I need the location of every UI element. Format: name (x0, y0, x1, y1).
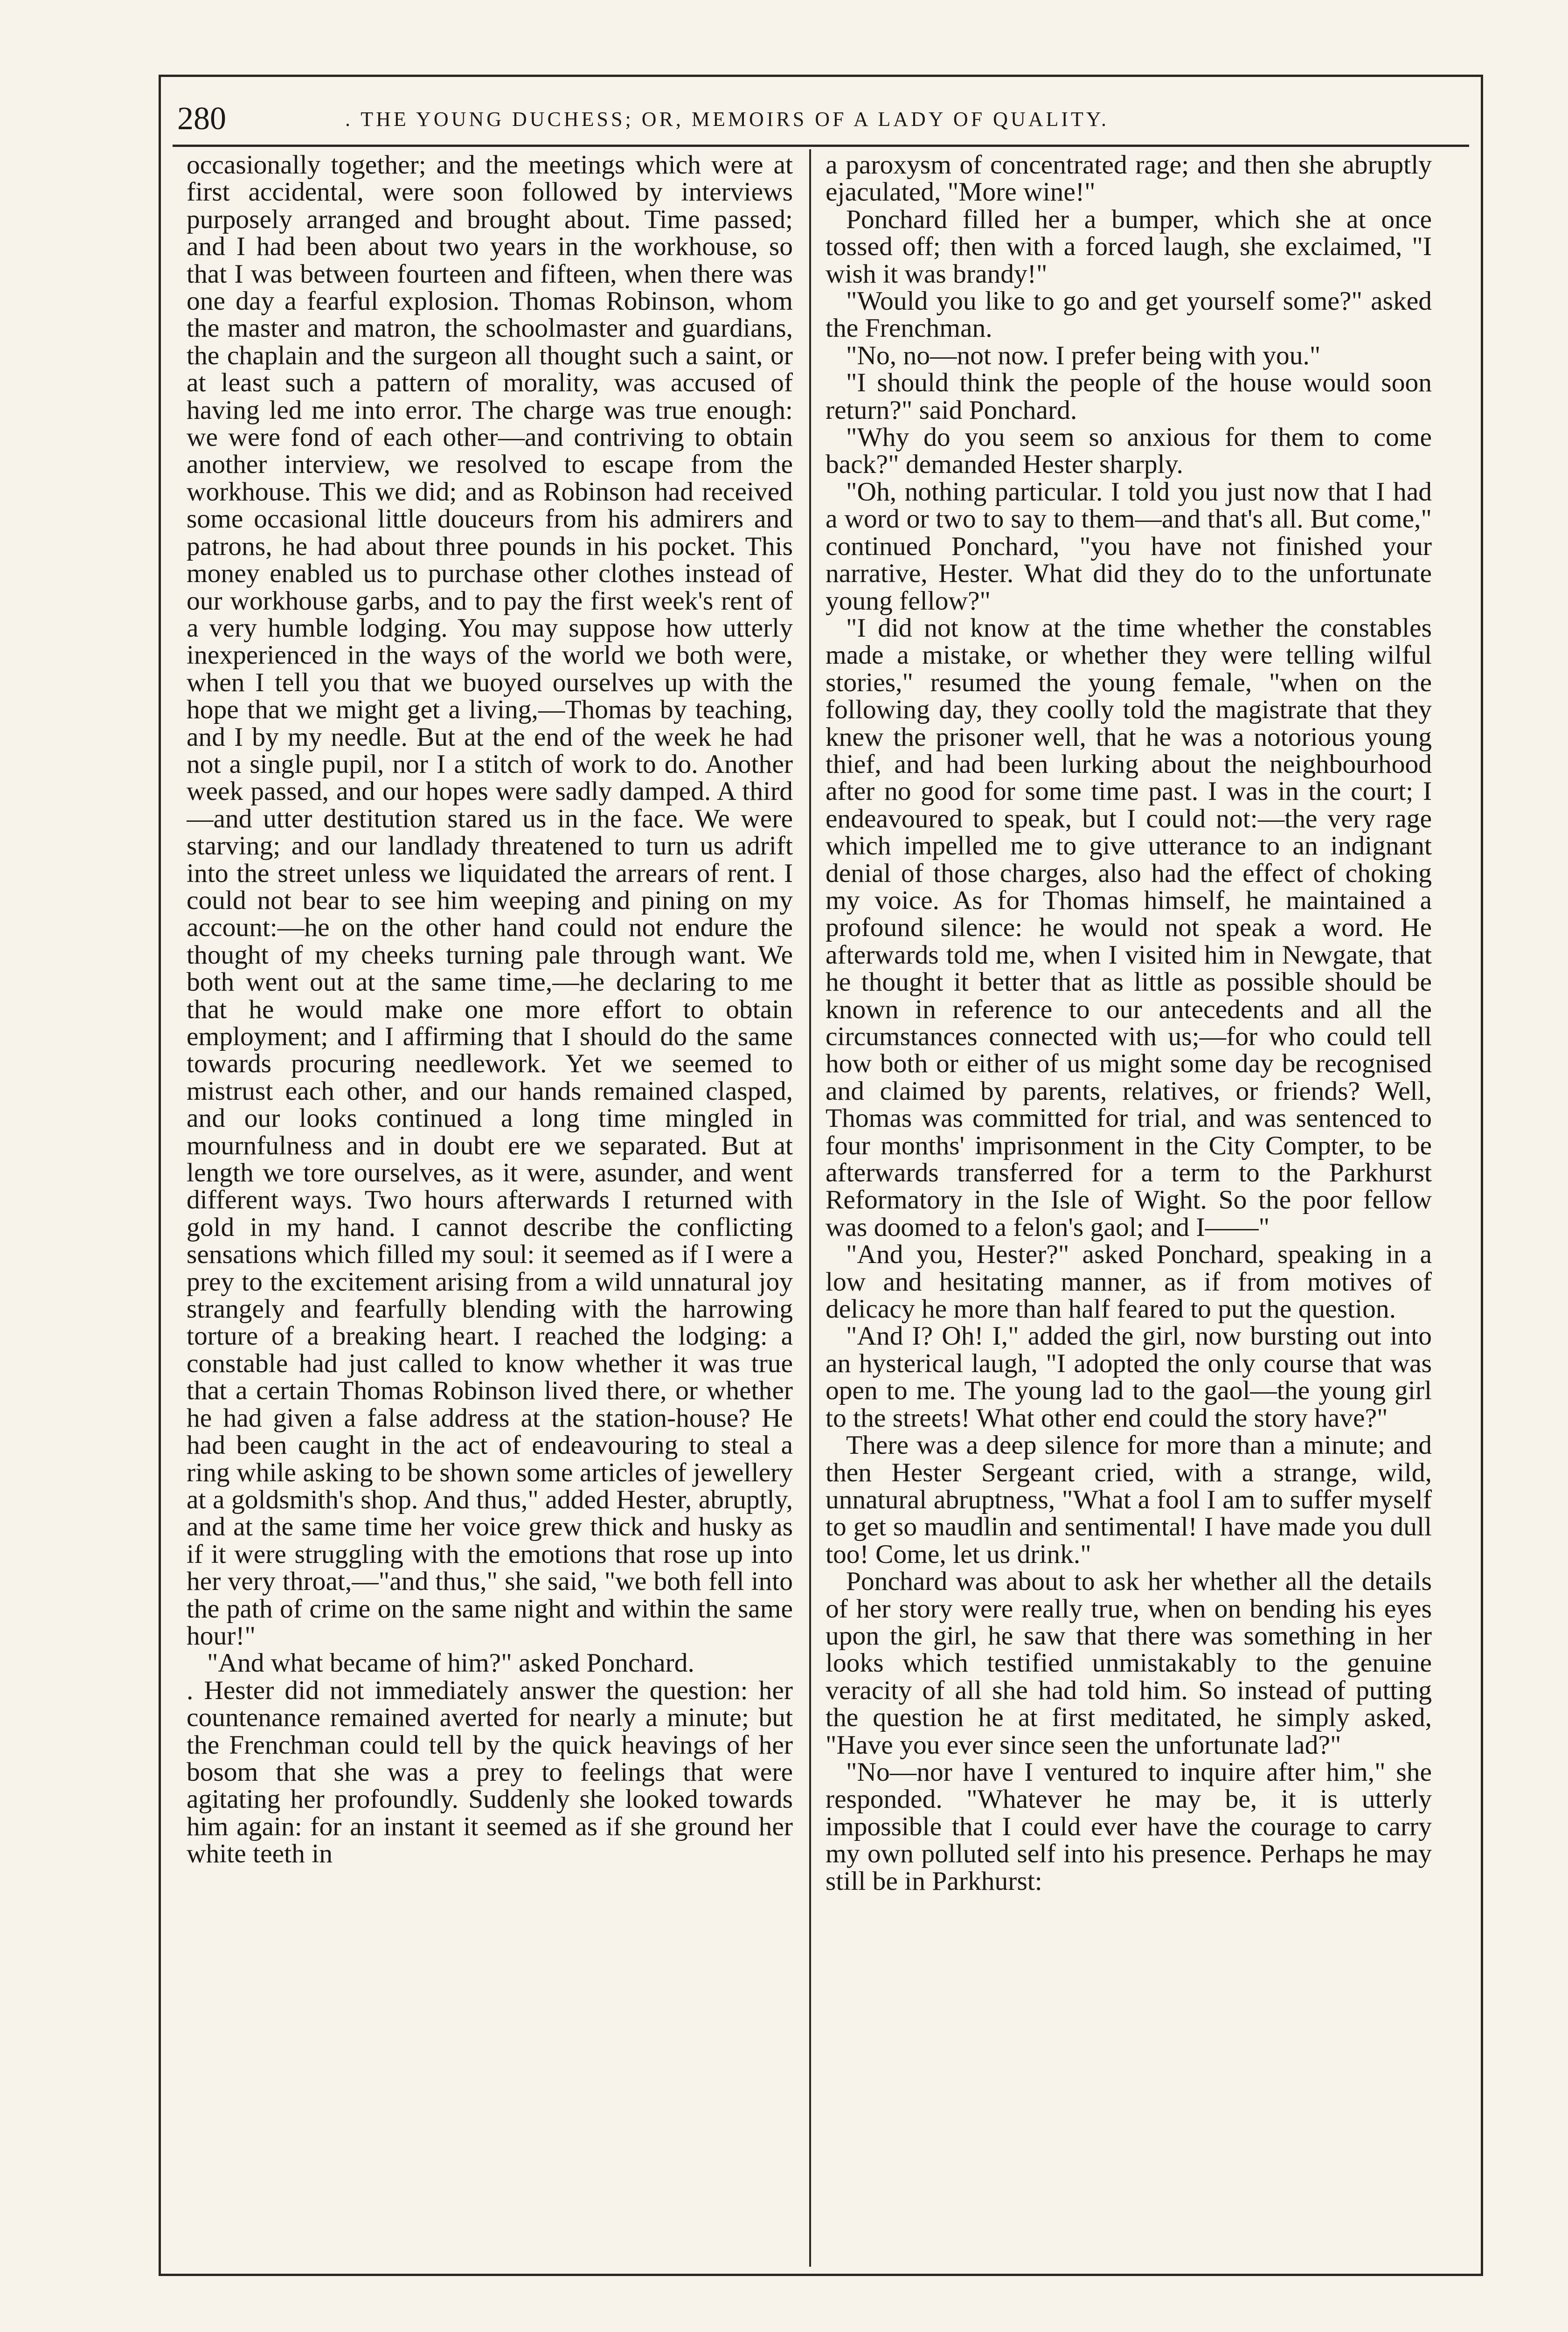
paragraph: "And I? Oh! I," added the girl, now bursting out into an hysterical laugh, "I adopted the only course that was open to me. The young lad to the gaol—the young girl to the streets! What other end could the story have?" (826, 1321, 1432, 1433)
paragraph: "No—nor have I ventured to inquire after him," she responded. "Whatever he may be, it is utterly impossible that I could ever have the courage to carry my own polluted self into his presence. Perhaps he may still be in Parkhurst: (826, 1757, 1432, 1896)
paragraph: There was a deep silence for more than a minute; and then Hester Sergeant cried, with a strange, wild, unnatural abruptness, "What a fool I am to suffer myself to get so maudlin and sentimental! I have made you dull too! Come, let us drink." (826, 1430, 1432, 1569)
paragraph: "I should think the people of the house would soon return?" said Ponchard. (826, 368, 1432, 425)
paragraph: "I did not know at the time whether the constables made a mistake, or whether they were telling wilful stories," resumed the young female, "when on the following day, they coolly told the magistrate that they knew the prisoner well, that he was a notorious young thief, and had been lurking about the neighbourhood after no good for some time past. I was in the court; I endeavoured to speak, but I could not:—the very rage which impelled me to give utterance to an indignant denial of those charges, also had the effect of choking my voice. As for Thomas himself, he maintained a profound silence: he would not speak a word. He afterwards told me, when I visited him in Newgate, that he thought it better that as little as possible should be known in reference to our antecedents and all the circumstances connected with us;—for who could tell how both or either of us might some day be recognised and claimed by parents, relatives, or friends? Well, Thomas was committed for trial, and was sentenced to four months' imprisonment in the City Compter, to be afterwards transferred for a term to the Parkhurst Reformatory in the Isle of Wight. So the poor fellow was doomed to a felon's gaol; and I——" (826, 613, 1432, 1242)
paragraph: "And what became of him?" asked Ponchard. (207, 1648, 694, 1678)
paragraph: "No, no—not now. I prefer being with you." (846, 340, 1321, 370)
paragraph: "And you, Hester?" asked Ponchard, speaking in a low and hesitating manner, as if from motives of delicacy he more than half feared to put the question. (826, 1240, 1432, 1324)
right-column (826, 152, 1432, 2260)
paragraph: Ponchard was about to ask her whether all the details of her story were really true, when on bending his eyes upon the girl, he saw that there was something in her looks which testified unmistakably to the genuine veracity of all she had told him. So instead of putting the question he at first meditated, he simply asked, "Have you ever since seen the unfortunate lad?" (826, 1567, 1432, 1760)
left-column (187, 152, 793, 2260)
page-header (173, 96, 1469, 142)
page-number: 280 (177, 101, 226, 137)
running-title: . THE YOUNG DUCHESS; OR, MEMOIRS OF A LADY OF QUALITY. (345, 107, 1110, 131)
paragraph: a paroxysm of concentrated rage; and then she abruptly ejaculated, "More wine!" (826, 152, 1432, 207)
paragraph: "Would you like to go and get yourself some?" asked the Frenchman. (826, 286, 1432, 343)
column-divider (809, 149, 811, 2267)
paragraph: . Hester did not immediately answer the question: her countenance remained averted for nearly a minute; but the Frenchman could tell by the quick heavings of her bosom that she was a prey to feelings that were agitating her profoundly. Suddenly she looked towards him again: for an instant it seemed as if she ground her white teeth in (187, 1675, 793, 1869)
paragraph: occasionally together; and the meetings which were at first accidental, were soon followed by interviews purposely arranged and brought about. Time passed; and I had been about two years in the workhouse, so that I was between fourteen and fifteen, when there was one day a fearful explosion. Thomas Robinson, whom the master and matron, the schoolmaster and guardians, the chaplain and the surgeon all thought such a saint, or at least such a pattern of morality, was accused of having led me into error. The charge was true enough: we were fond of each other—and contriving to obtain another interview, we resolved to escape from the workhouse. This we did; and as Robinson had received some occasional little douceurs from his admirers and patrons, he had about three pounds in his pocket. This money enabled us to purchase other clothes instead of our workhouse garbs, and to pay the first week's rent of a very humble lodging. You may suppose how utterly inexperienced in the ways of the world we both were, when I tell you that we buoyed ourselves up with the hope that we might get a living,—Thomas by teaching, and I by my needle. But at the end of the week he had not a single pupil, nor I a stitch of work to do. Another week passed, and our hopes were sadly damped. A third—and utter destitution stared us in the face. We were starving; and our landlady threatened to turn us adrift into the street unless we liquidated the arrears of rent. I could not bear to see him weeping and pining on my account:—he on the other hand could not endure the thought of my cheeks turning pale through want. We both went out at the same time,—he declaring to me that he would make one more effort to obtain employment; and I affirming that I should do the same towards procuring needlework. Yet we seemed to mistrust each other, and our hands remained clasped, and our looks continued a long time mingled in mournfulness and in doubt ere we separated. But at length we tore ourselves, as it were, asunder, and went different ways. Two hours afterwards I returned with gold in my hand. I cannot describe the conflicting sensations which filled my soul: it seemed as if I were a prey to the excitement arising from a wild unnatural joy strangely and fearfully blending with the harrowing torture of a breaking heart. I reached the lodging: a constable had just called to know whether it was true that a certain Thomas Robinson lived there, or whether he had given a false address at the station-house? He had been caught in the act of endeavouring to steal a ring while asking to be shown some articles of jewellery at a goldsmith's shop. And thus," added Hester, abruptly, and at the same time her voice grew thick and husky as if it were struggling with the emotions that rose up into her very throat,—"and thus," she said, "we both fell into the path of crime on the same night and within the same hour!" (187, 152, 793, 1651)
paragraph: "Oh, nothing particular. I told you just now that I had a word or two to say to them—and that's all. But come," continued Ponchard, "you have not finished your narrative, Hester. What did they do to the unfortunate young fellow?" (826, 477, 1432, 616)
paragraph: Ponchard filled her a bumper, which she at once tossed off; then with a forced laugh, she exclaimed, "I wish it was brandy!" (826, 204, 1432, 289)
header-rule (173, 145, 1469, 147)
paragraph: "Why do you seem so anxious for them to come back?" demanded Hester sharply. (826, 423, 1432, 479)
